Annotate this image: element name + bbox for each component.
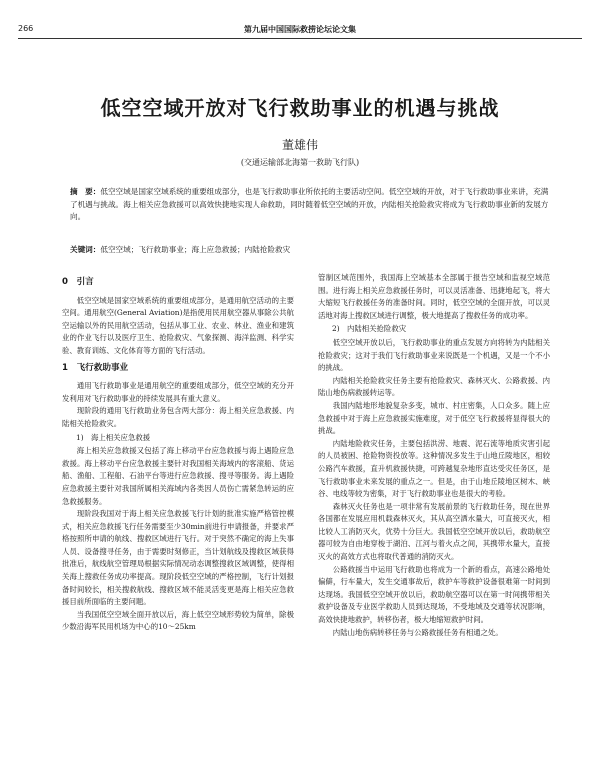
- keywords-text: 低空空域；飞行救助事业；海上应急救援；内陆抢险救灾: [100, 245, 291, 254]
- running-header: [18, 24, 582, 39]
- paragraph: 内陆相关抢险救灾任务主要有抢险救灾、森林灭火、公路救援、内陆山地伤病救援转运等。: [318, 375, 550, 398]
- paragraph: 通用飞行救助事业是通用航空的重要组成部分，低空空域的充分开发利用对飞行救助事业的持续发展具有重大意义。: [62, 381, 294, 403]
- paragraph: 我国内陆地形地貌复杂多变，城市、村庄密集，人口众多。随上应急救援中对于海上应急救援实施难度，对于低空飞行救援将显得很大的挑战。: [318, 400, 550, 436]
- paragraph: 内陆地险救灾任务，主要包括洪涝、地震、泥石流等地质灾害引起的人员被困、抢险物资投放等。这种情况多发生于山地丘陵地区，相较公路汽车救援，直升机救援快捷，可跨越复杂地形直达受灾任务区，是飞行救助事业未来发展的重点之一。但是，由于山地丘陵地区树木、峡谷、电线等较为密集，对于飞行救助事业也是很大的考验。: [318, 438, 550, 499]
- page-number: 266: [18, 24, 34, 33]
- abstract-text: 低空空域是国家空域系统的重要组成部分，也是飞行救助事业所依托的主要活动空间。低空空域的开放，对于飞行救助事业来讲，充满了机遇与挑战。海上相关应急救援可以高效快捷地实现人命救助，同时随着低空空域的开放，内陆相关抢险救灾将成为飞行救助事业新的发展方向。: [70, 187, 549, 221]
- paragraph: 管制区域范围外，我国海上空域基本全部属于报告空域和监视空域范围。进行海上相关应急救援任务时，可以灵活准备、迅捷地起飞，将大大缩短飞行救援任务的准备时间。同时，低空空域的全面开放，可以灵活地对海上搜救区域进行调整，极大地提高了搜救任务的成功率。: [318, 273, 550, 320]
- paragraph: 公路救援当中运用飞行救助也将成为一个新的看点，高速公路地处偏僻，行车量大，发生交通事故后，救护车等救护设备很难第一时间到达现场。我国低空空域开放以后，救助航空器可以在第一时间携带相关救护设备及专业医学救助人员到达现场，不受地域及交通等状况影响，高效快捷地救护，转移伤者，极大地缩短救护时间。: [318, 564, 550, 625]
- section-heading-rescue: 1 飞行救助事业: [62, 362, 129, 373]
- paragraph: 海上相关应急救援又包括了海上移动平台应急救援与海上遇险应急救援。海上移动平台应急救援主要针对我国相关海域内的客滚船、货运船、渔船、工程船、石油平台等进行应急救援、搜寻等服务。海上遇险应急救援主要针对我国所属相关海域内各类因人员伤亡需紧急转运的应急救援服务。: [62, 446, 294, 506]
- keywords: [70, 244, 550, 255]
- subsection-heading-inland: 2) 内陆相关抢险救灾: [332, 324, 407, 334]
- subsection-heading-maritime: 1) 海上相关应急救援: [76, 432, 151, 442]
- running-title: 第九届中国国际救捞论坛论文集: [244, 25, 356, 34]
- abstract: [70, 186, 550, 224]
- paragraph: 现阶段的通用飞行救助业务包含两大部分：海上相关应急救援、内陆相关抢险救灾。: [62, 406, 294, 428]
- affiliation: (交通运输部北海第一救助飞行队): [240, 158, 360, 167]
- abstract-label: 摘 要：: [70, 187, 101, 196]
- paragraph: 现阶段我国对于海上相关应急救援飞行计划的批准实施严格管控模式，相关应急救援飞行任务需要至少30min前进行申请报备，并要求严格按照所申请的航线、搜救区域进行飞行。对于突然不确定的海上失事人员、设备搜寻任务，由于需要时刻修正，当计划航线及搜救区域获得批准后，航线航空管理局根据实际情况动态调整搜救区域调整，使得相关海上搜救任务成功率提高。现阶段低空空域的严格控制，飞行计划报备时间较长，相关搜救航线、搜救区域不能灵活变更是海上相关应急救援目前所面临的主要问题。: [62, 509, 294, 607]
- right-column: [318, 272, 550, 639]
- keywords-label: 关键词：: [70, 245, 101, 254]
- paragraph: 森林灭火任务也是一项非常有发展前景的飞行救助任务，现在世界各国都在发展应用机载森林灭火，其从高空洒水量大，可直接灭火，相比较人工消防灭火，优势十分巨大。我国低空空域开放以后，救助航空器可较为自由地穿梭于湖泊、江河与着火点之间，其携带水量大，直接灭火的高效方式也将取代普通的消防灭火。: [318, 501, 550, 562]
- left-column: [62, 272, 294, 634]
- paragraph: 当我国低空空域全面开放以后，海上低空空域形势较为简单，除极少数沿海军民用机场为中心的10～25km: [62, 609, 294, 632]
- paragraph: 低空空域是国家空域系统的重要组成部分，是通用航空活动的主要空间。通用航空(General Aviation)是指使用民用航空器从事除公共航空运输以外的民用航空活动，包括从事工业、农业、林业、渔业和建筑业的作业飞行以及医疗卫生、抢险救灾、气象探测、海洋监测、科学实验、教育训练、文化体育等方面的飞行活动。: [62, 295, 294, 355]
- paragraph: 内陆山地伤病转移任务与公路救援任务有相通之处。: [332, 627, 503, 637]
- author: 董雄伟: [281, 138, 318, 152]
- paper-title: 低空空域开放对飞行救助事业的机遇与挑战: [100, 96, 500, 120]
- section-heading-intro: 0 引言: [62, 277, 94, 287]
- paragraph: 低空空域开放以后，飞行救助事业的重点发展方向将转为内陆相关抢险救灾；这对于我们飞行救助事业来说既是一个机遇，又是一个不小的挑战。: [318, 337, 550, 373]
